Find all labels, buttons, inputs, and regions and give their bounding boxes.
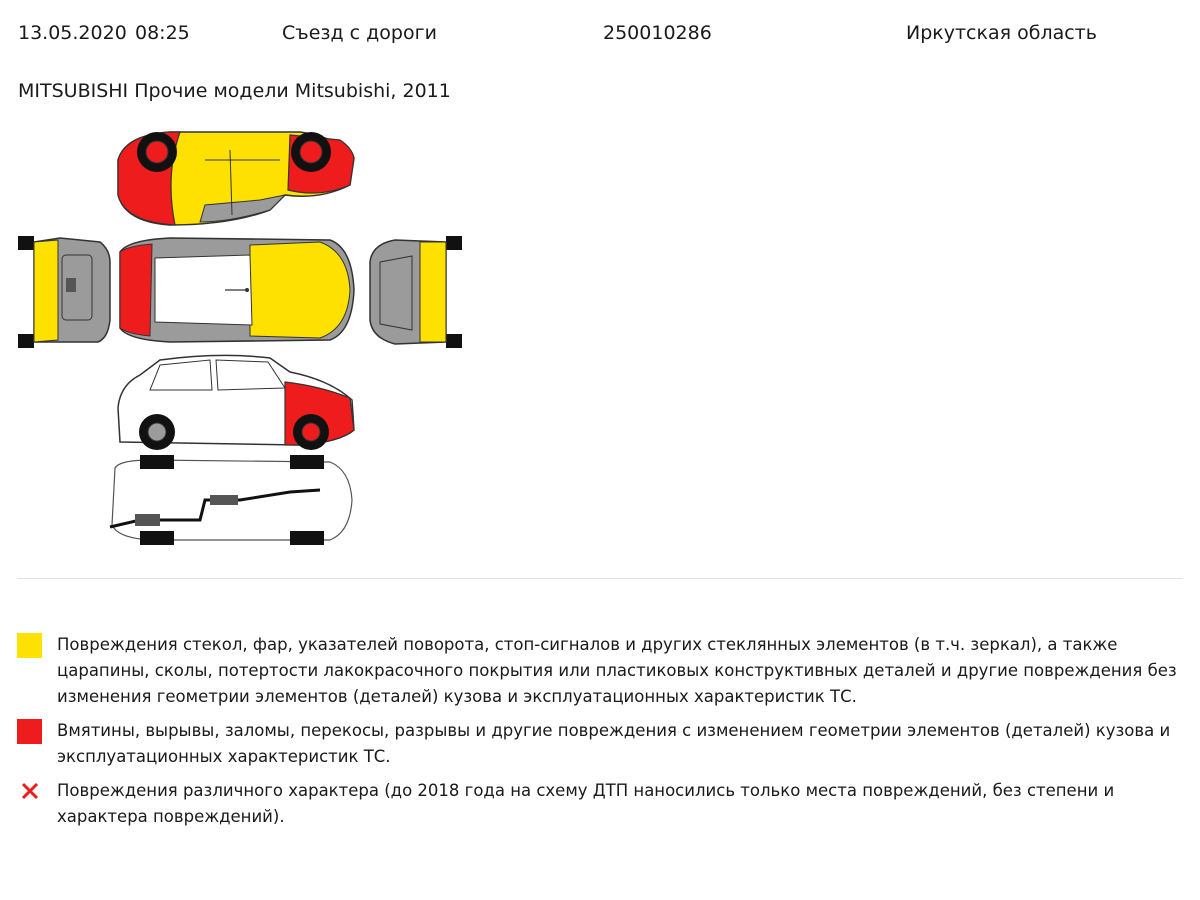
divider — [17, 578, 1183, 579]
car-underbody-view — [110, 455, 352, 545]
legend-various-text: Повреждения различного характера (до 2018 года на схему ДТП наносились только места повреждений, без степени и характера повреждений). — [57, 781, 1115, 826]
vehicle-title: MITSUBISHI Прочие модели Mitsubishi, 2011 — [18, 80, 451, 102]
yellow-swatch-icon — [17, 633, 42, 658]
accident-type-text: Съезд с дороги — [282, 22, 437, 44]
legend-item-minor-damage — [17, 632, 1183, 710]
car-top-view — [120, 238, 354, 342]
car-damage-diagram — [0, 120, 480, 560]
legend-item-major-damage — [17, 718, 1183, 770]
legend-item-various-damage — [17, 778, 1183, 830]
car-side-view-top — [118, 132, 354, 225]
legend-major-text: Вмятины, вырывы, заломы, перекосы, разрывы и другие повреждения с изменением геометрии элементов (деталей) кузова и эксплуатационных характеристик ТС. — [57, 721, 1171, 766]
region-text: Иркутская область — [906, 22, 1097, 44]
red-swatch-icon — [17, 719, 42, 744]
car-front-view — [370, 236, 462, 348]
header-row — [0, 22, 1200, 50]
car-rear-view — [18, 236, 110, 348]
date-text: 13.05.2020 — [18, 22, 127, 44]
car-side-view-bottom — [118, 355, 354, 450]
legend — [17, 632, 1183, 838]
cross-icon — [20, 781, 40, 801]
legend-minor-text: Повреждения стекол, фар, указателей поворота, стоп-сигналов и других стеклянных элементов (в т.ч. зеркал), а также царапины, сколы, потертости лакокрасочного покрытия или пластиковых конструктивных деталей и другие повреждения без изменения геометрии элементов (деталей) кузова и эксплуатационных характеристик ТС. — [57, 635, 1177, 706]
time-text: 08:25 — [135, 22, 190, 44]
accident-number-text: 250010286 — [603, 22, 712, 44]
